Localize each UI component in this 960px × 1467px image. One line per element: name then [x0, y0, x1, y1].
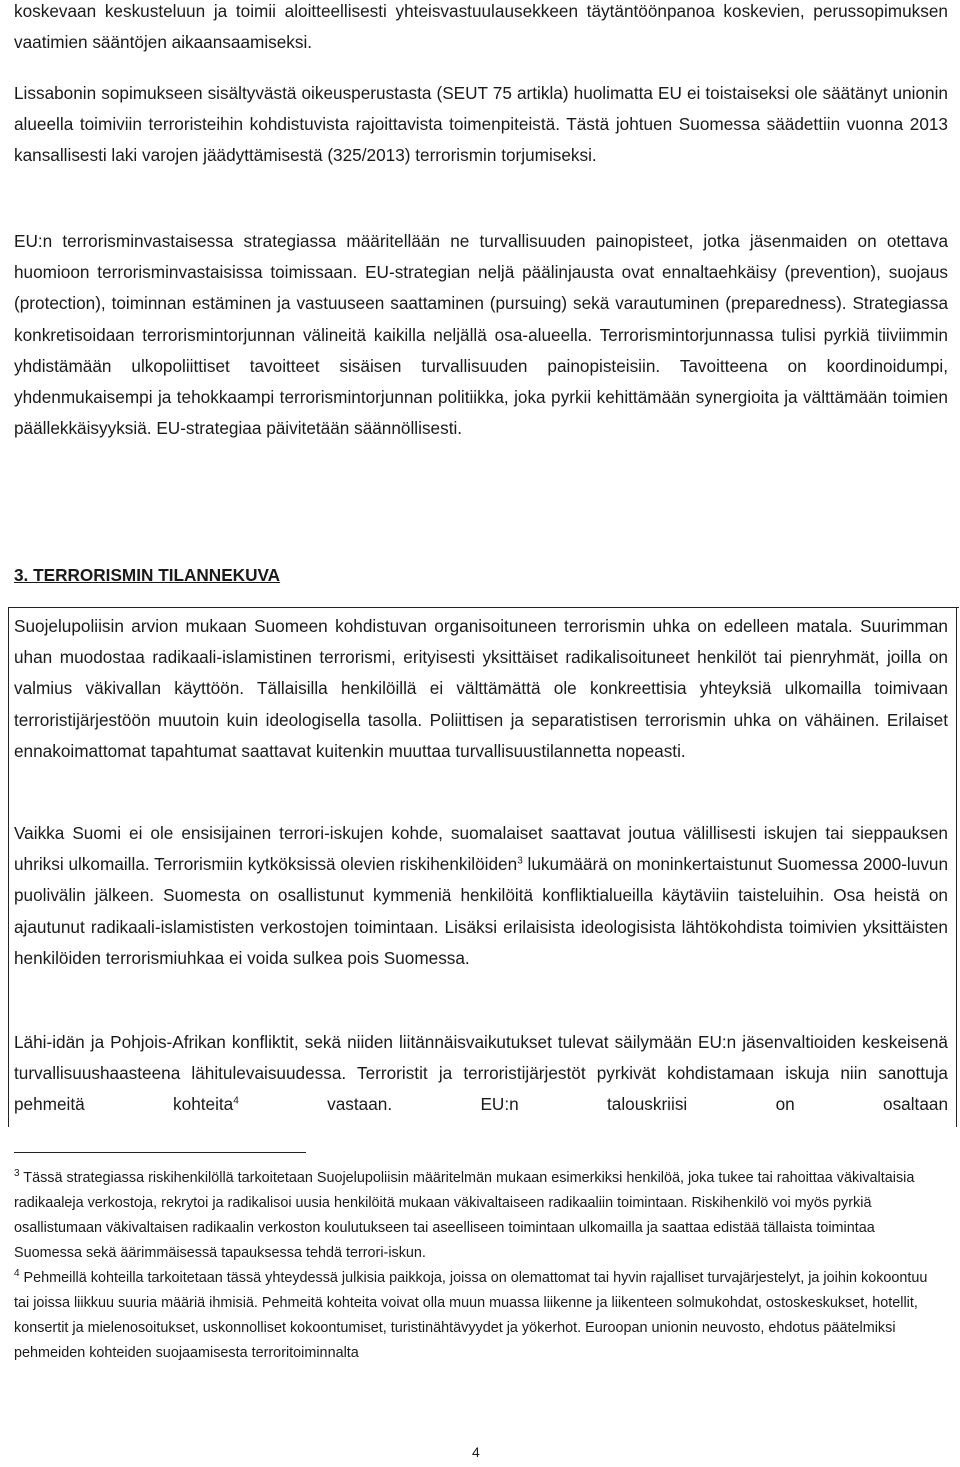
paragraph-text: vastaan. EU:n talouskriisi on osaltaan [238, 1094, 949, 1115]
paragraph-middle-east [14, 1027, 948, 1121]
footnote-text: Pehmeillä kohteilla tarkoitetaan tässä yhteydessä julkisia paikkoja, joissa on olemattomat tai hyvin rajalliset turvajärjestelyt, ja joihin kokoontuu tai joissa liikkuu suuria määriä ihmisiä. Pehmeitä kohteita voivat olla muun muassa liikenne ja liikenteen solmukohdat, ostoskeskukset, hotellit, konsertit ja mielenosoitukset, uskonnolliset kokoontumiset, turistinähtävyydet ja yökerhot. Euroopan unionin neuvosto, ehdotus päätelmiksi pehmeiden kohteiden suojaamisesta terroritoiminnalta [14, 1270, 928, 1361]
paragraph-intro-continuation [14, 0, 948, 58]
section-heading: 3. TERRORISMIN TILANNEKUVA [14, 565, 281, 585]
footnote-text: Tässä strategiassa riskihenkilöllä tarkoitetaan Suojelupoliisin määritelmän mukaan esimerkiksi henkilöä, joka tukee tai rahoittaa väkivaltaisia radikaaleja verkostoja, rekrytoi ja radikalisoi uusia henkilöitä mukaan väkivaltaiseen radikaaliin toimintaan. Riskihenkilö voi myös pyrkiä osallistumaan väkivaltaisen radikaalin verkoston koulutukseen tai aseelliseen toimintaan ulkomailla ja saattaa edistää tällaista toimintaa Suomessa sekä äärimmäisessä tapauksessa tehdä terrori-iskun. [14, 1170, 915, 1261]
footnote-ref-4[interactable]: 4 [233, 1095, 239, 1107]
footnote-mark: 3 [14, 1168, 20, 1180]
paragraph-threat-assessment [14, 611, 948, 767]
paragraph-text: EU:n terrorisminvastaisessa strategiassa määritellään ne turvallisuuden painopisteet, jotka jäsenmaiden on otettava huomioon terrorisminvastaisissa toimissaan. EU-strategian neljä päälinjausta ovat ennaltaehkäisy (prevention), suojaus (protection), toiminnan estäminen ja vastuuseen saattaminen (pursuing) sekä varautuminen (preparedness). Strategiassa konkretisoidaan terrorismintorjunnan välineitä kaikilla neljällä osa-alueella. Terrorismintorjunnassa tulisi pyrkiä tiiviimmin yhdistämään ulkopoliittiset tavoitteet sisäisen turvallisuuden painopisteisiin. Tavoitteena on koordinoidumpi, yhdenmukaisempi ja tehokkaampi terrorismintorjunnan politiikka, joka pyrkii kehittämään synergioita ja välttämään toimien päällekkäisyyksiä. EU-strategiaa päivitetään säännöllisesti. [14, 231, 948, 439]
box-right-border [956, 607, 957, 1127]
paragraph-text: Vaikka Suomi ei ole ensisijainen terrori-iskujen kohde, suomalaiset saattavat joutua välillisesti iskujen tai sieppauksen uhriksi ulkomailla. Terrorismiin kytköksissä olevien riskihenkilöiden [14, 823, 948, 875]
footnote-3 [14, 1166, 944, 1266]
paragraph-risk-persons [14, 818, 948, 974]
footnote-4 [14, 1266, 944, 1366]
footnote-ref-3[interactable]: 3 [517, 855, 523, 867]
paragraph-text: koskevaan keskusteluun ja toimii aloitteellisesti yhteisvastuulausekkeen täytäntöönpanoa koskevien, perussopimuksen vaatimien sääntöjen aikaansaamiseksi. [14, 1, 948, 53]
paragraph-eu-strategy [14, 226, 948, 444]
footnotes [14, 1166, 944, 1366]
page-number: 4 [472, 1444, 480, 1460]
paragraph-text: Lähi-idän ja Pohjois-Afrikan konfliktit, sekä niiden liitännäisvaikutukset tulevat säilymään EU:n jäsenvaltioiden keskeisenä turvallisuushaasteena lähitulevaisuudessa. Terroristit ja terroristijärjestöt pyrkivät kohdistamaan iskuja niin sanottuja pehmeitä kohteita [14, 1032, 948, 1115]
paragraph-text: lukumäärä on moninkertaistunut Suomessa 2000-luvun puolivälin jälkeen. Suomesta on osallistunut kymmeniä henkilöitä konfliktialueilla käytäviin taisteluihin. Osa heistä on ajautunut radikaali-islamististen verkostojen toimintaan. Lisäksi erilaisista ideologisista lähtökohdista toimivien yksittäisten henkilöiden terrorismiuhkaa ei voida sulkea pois Suomessa. [14, 854, 949, 968]
paragraph-text: Suojelupoliisin arvion mukaan Suomeen kohdistuvan organisoituneen terrorismin uhka on edelleen matala. Suurimman uhan muodostaa radikaali-islamistinen terrorismi, erityisesti yksittäiset radikalisoituneet henkilöt tai pienryhmät, joilla on valmius väkivallan käyttöön. Tällaisilla henkilöillä ei välttämättä ole konkreettisia yhteyksiä ulkomailla toimivaan terroristijärjestöön muutoin kuin ideologisella tasolla. Poliittisen ja separatistisen terrorismin uhka on vähäinen. Erilaiset ennakoimattomat tapahtumat saattavat kuitenkin muuttaa turvallisuustilannetta nopeasti. [14, 616, 948, 761]
footnote-mark: 4 [14, 1268, 20, 1280]
paragraph-text: Lissabonin sopimukseen sisältyvästä oikeusperustasta (SEUT 75 artikla) huolimatta EU ei toistaiseksi ole säätänyt unionin alueella toimiviin terroristeihin kohdistuvista rajoittavista toimenpiteistä. Tästä johtuen Suomessa säädettiin vuonna 2013 kansallisesti laki varojen jäädyttämisestä (325/2013) terrorismin torjumiseksi. [14, 83, 948, 166]
box-left-border [8, 607, 9, 1127]
paragraph-lissabon [14, 78, 948, 172]
footnote-separator [14, 1152, 306, 1153]
